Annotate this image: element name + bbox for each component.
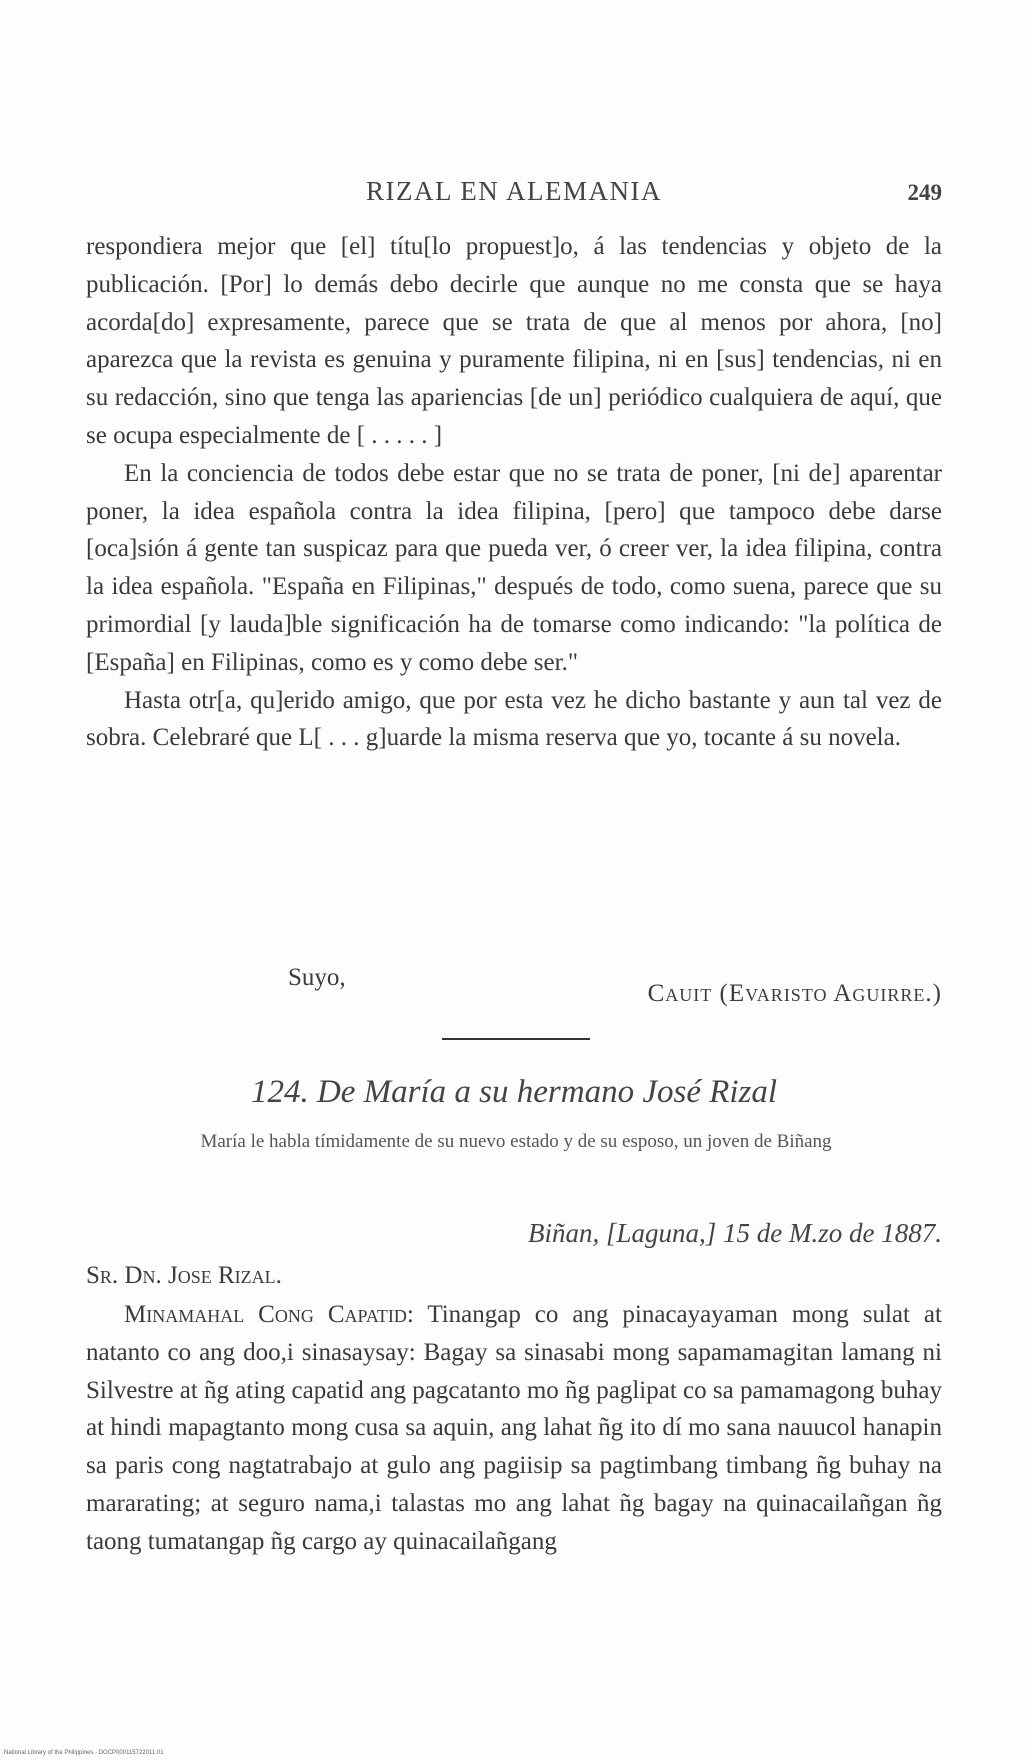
paragraph bbox=[86, 1296, 942, 1561]
running-title: RIZAL EN ALEMANIA bbox=[366, 176, 662, 206]
section-divider bbox=[442, 1038, 590, 1040]
letter-124-body bbox=[86, 1296, 942, 1561]
letter-123-body bbox=[86, 228, 942, 757]
place-date: Biñan, [Laguna,] 15 de M.zo de 1887. bbox=[528, 1218, 942, 1248]
signoff: Suyo, bbox=[288, 964, 346, 991]
letter-title: 124. De María a su hermano José Rizal bbox=[250, 1074, 778, 1110]
page-number: 249 bbox=[907, 180, 942, 205]
addressee: Sr. Dn. Jose Rizal. bbox=[86, 1262, 282, 1289]
paragraph: respondiera mejor que [el] títu[lo propuest]o, á las tendencias y objeto de la publicación. [Por] lo demás debo decirle que aunque no me consta que se haya acorda[do] expresamente, parece que se trata de que al menos por ahora, [no] aparezca que la revista es genuina y puramente filipina, ni en [sus] tendencias, ni en su redacción, sino que tenga las apariencias [de un] periódico cualquiera de aquí, que se ocupa especialmente de [ . . . . . ] bbox=[86, 233, 942, 449]
paragraph: Hasta otr[a, qu]erido amigo, que por esta vez he dicho bastante y aun tal vez de sobra. Celebraré que L[ . . . g]uarde la misma reserva que yo, tocante á su novela. bbox=[86, 686, 942, 752]
signature: Cauit (Evaristo Aguirre.) bbox=[647, 980, 942, 1007]
salutation: Minamahal Cong Capatid: bbox=[124, 1301, 414, 1328]
archive-stamp: National Library of the Philippines · DOCP000115722011.01 bbox=[4, 1750, 164, 1756]
page-header bbox=[86, 176, 942, 216]
letter-opening: Tinangap co ang pinacayayaman mong sulat at natanto co ang doo,i sinasaysay: Bagay sa sinasabi mong sapamamagitan lamang ni Silvestre at ñg ating capatid ang pagcatanto mo ñg paglipat co sa pamamagong buhay at hindi mapagtanto mong cusa sa aquin, ang lahat ñg ito dí mo sana nauucol hanapin sa paris cong nagtatrabajo at gulo ang pagiisip sa pagtimbang timbang ñg buhay na mararating; at seguro nama,i talastas mo ang lahat ñg bagay na quinacailañgan ñg taong tumatangap ñg cargo ay quinacailañgang bbox=[86, 1301, 942, 1555]
letter-summary: María le habla tímidamente de su nuevo estado y de su esposo, un joven de Biñang bbox=[200, 1131, 832, 1152]
paragraph: En la conciencia de todos debe estar que no se trata de poner, [ni de] aparentar poner, la idea española contra la idea filipina, [pero] que tampoco debe darse [oca]sión á gente tan suspicaz para que pueda ver, ó creer ver, la idea filipina, contra la idea española. "España en Filipinas," después de todo, como suena, parece que su primordial [y lauda]ble significación ha de tomarse como indicando: "la política de [España] en Filipinas, como es y como debe ser." bbox=[86, 459, 942, 676]
